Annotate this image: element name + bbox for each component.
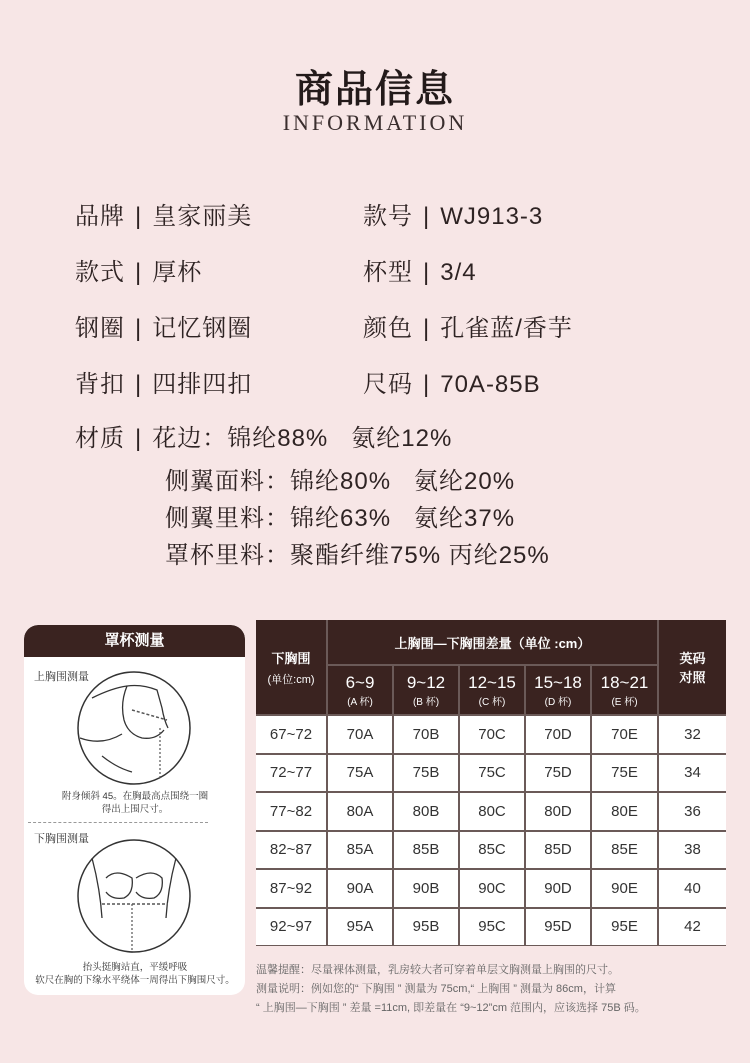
cup-letter: (B 杯) [412, 696, 440, 708]
table-cell-size: 75A [328, 755, 392, 792]
table-cell-size: 85D [526, 832, 590, 869]
spec-label: 颜色 [363, 315, 413, 342]
spec-value: 皇家丽美 [152, 203, 253, 230]
separator: | [135, 259, 143, 286]
spec-clasp [75, 364, 252, 399]
cup-range: 12~15 [468, 672, 516, 692]
note-line: 软尺在胸的下缘水平绕体一周得出下胸围尺寸。 [35, 975, 235, 986]
lower-bust-note [28, 961, 242, 987]
spec-value: 孔雀蓝/香芋 [440, 315, 573, 342]
note-line: 附身倾斜 45。在胸最高点围绕一圈 [61, 791, 209, 802]
spec-label: 材质 [75, 425, 125, 452]
note-line: 抬头挺胸站直，平缓呼吸 [82, 962, 188, 973]
table-cell-size: 95B [394, 909, 458, 946]
spec-color [363, 308, 573, 343]
table-cell-size: 95D [526, 909, 590, 946]
table-cell-band: 82~87 [256, 832, 326, 869]
uk-size-header [659, 620, 726, 714]
tip-line: 测量说明：例如您的“ 下胸围 ” 测量为 75cm,“ 上胸围 ” 测量为 86cm，计算 [256, 983, 616, 995]
table-cell-uk: 38 [659, 832, 726, 869]
diff-group-header: 上胸围—下胸围差量（单位 :cm） [328, 620, 657, 664]
table-cell-size: 80D [526, 793, 590, 830]
separator: | [423, 315, 431, 342]
table-cell-size: 90C [460, 870, 524, 907]
table-cell-band: 77~82 [256, 793, 326, 830]
tip-line: “ 上胸围—下胸围 ” 差量 =11cm, 即差量在 “9~12”cm 范围内，应该选择 75B 码。 [256, 1002, 646, 1014]
spec-style [75, 252, 202, 287]
table-cell-band: 87~92 [256, 870, 326, 907]
band-header-title: 下胸围 [271, 650, 311, 666]
spec-cup-type [363, 252, 477, 287]
table-cell-size: 95E [592, 909, 657, 946]
cup-letter: (D 杯) [544, 696, 572, 708]
separator: | [423, 259, 431, 286]
cup-letter: (C 杯) [478, 696, 506, 708]
spec-model [363, 196, 543, 231]
upper-bust-illustration [72, 668, 202, 788]
table-cell-size: 70C [460, 716, 524, 753]
page-title: 商品信息 [294, 66, 455, 111]
table-cell-uk: 36 [659, 793, 726, 830]
table-cell-size: 85A [328, 832, 392, 869]
spec-value: 厚杯 [152, 259, 203, 286]
spec-value: WJ913-3 [440, 203, 544, 230]
cup-range: 15~18 [534, 672, 582, 692]
band-header [256, 620, 326, 714]
cup-range: 6~9 [345, 672, 375, 692]
card-divider [28, 822, 208, 823]
spec-label: 尺码 [363, 371, 413, 398]
spec-value: 70A-85B [440, 371, 541, 398]
table-cell-size: 90D [526, 870, 590, 907]
tip-line: 温馨提醒：尽量裸体测量，乳房较大者可穿着单层文胸测量上胸围的尺寸。 [256, 964, 619, 976]
page-subtitle: INFORMATION [282, 110, 468, 135]
table-cell-size: 90A [328, 870, 392, 907]
separator: | [135, 315, 143, 342]
upper-bust-note [40, 790, 230, 816]
table-cell-size: 70D [526, 716, 590, 753]
uk-header-line: 对照 [679, 670, 706, 685]
table-cell-size: 80A [328, 793, 392, 830]
material-line: 侧翼面料：锦纶80% 氨纶20% [165, 468, 516, 495]
table-cell-size: 80E [592, 793, 657, 830]
table-cell-band: 92~97 [256, 909, 326, 946]
table-cell-band: 67~72 [256, 716, 326, 753]
cup-column-header [394, 666, 458, 714]
band-header-unit: (单位:cm) [267, 673, 315, 686]
material-line: 罩杯里料：聚酯纤维75% 丙纶25% [165, 542, 550, 569]
table-cell-size: 75C [460, 755, 524, 792]
cup-column-header [460, 666, 524, 714]
spec-value: 四排四扣 [152, 371, 253, 398]
table-cell-size: 95C [460, 909, 524, 946]
table-cell-size: 85E [592, 832, 657, 869]
table-cell-size: 75B [394, 755, 458, 792]
spec-label: 款号 [363, 203, 413, 230]
table-cell-size: 90E [592, 870, 657, 907]
table-cell-size: 85B [394, 832, 458, 869]
spec-label: 钢圈 [75, 315, 125, 342]
separator: | [423, 203, 431, 230]
spec-value: 记忆钢圈 [152, 315, 253, 342]
spec-value: 3/4 [440, 259, 477, 286]
table-cell-uk: 34 [659, 755, 726, 792]
cup-column-header [328, 666, 392, 714]
table-cell-size: 80C [460, 793, 524, 830]
table-cell-uk: 42 [659, 909, 726, 946]
table-cell-size: 70A [328, 716, 392, 753]
spec-wire [75, 308, 252, 343]
table-cell-size: 75D [526, 755, 590, 792]
spec-material [75, 418, 452, 453]
note-line: 得出上围尺寸。 [101, 804, 169, 815]
lower-bust-illustration [72, 838, 202, 958]
table-cell-size: 75E [592, 755, 657, 792]
table-cell-band: 72~77 [256, 755, 326, 792]
separator: | [423, 371, 431, 398]
table-cell-size: 90B [394, 870, 458, 907]
spec-label: 品牌 [75, 203, 125, 230]
spec-label: 背扣 [75, 371, 125, 398]
size-table [256, 620, 726, 946]
table-cell-uk: 40 [659, 870, 726, 907]
spec-brand [75, 196, 252, 231]
table-cell-size: 95A [328, 909, 392, 946]
table-cell-size: 85C [460, 832, 524, 869]
table-cell-size: 80B [394, 793, 458, 830]
table-cell-size: 70B [394, 716, 458, 753]
separator: | [135, 425, 143, 452]
cup-column-header [526, 666, 590, 714]
lower-bust-label: 下胸围测量 [34, 833, 89, 845]
cup-letter: (A 杯) [347, 696, 373, 708]
cup-letter: (E 杯) [611, 696, 638, 708]
separator: | [135, 203, 143, 230]
upper-bust-label: 上胸围测量 [34, 671, 89, 683]
cup-range: 18~21 [600, 672, 649, 692]
spec-label: 款式 [75, 259, 125, 286]
measure-card-title: 罩杯测量 [24, 625, 245, 657]
uk-header-line: 英码 [679, 651, 706, 666]
cup-column-header [592, 666, 657, 714]
separator: | [135, 371, 143, 398]
table-cell-uk: 32 [659, 716, 726, 753]
cup-range: 9~12 [406, 672, 446, 692]
material-line: 侧翼里料：锦纶63% 氨纶37% [165, 505, 516, 532]
spec-size [363, 364, 541, 399]
material-line: 花边：锦纶88% 氨纶12% [152, 425, 453, 452]
spec-label: 杯型 [363, 259, 413, 286]
table-cell-size: 70E [592, 716, 657, 753]
